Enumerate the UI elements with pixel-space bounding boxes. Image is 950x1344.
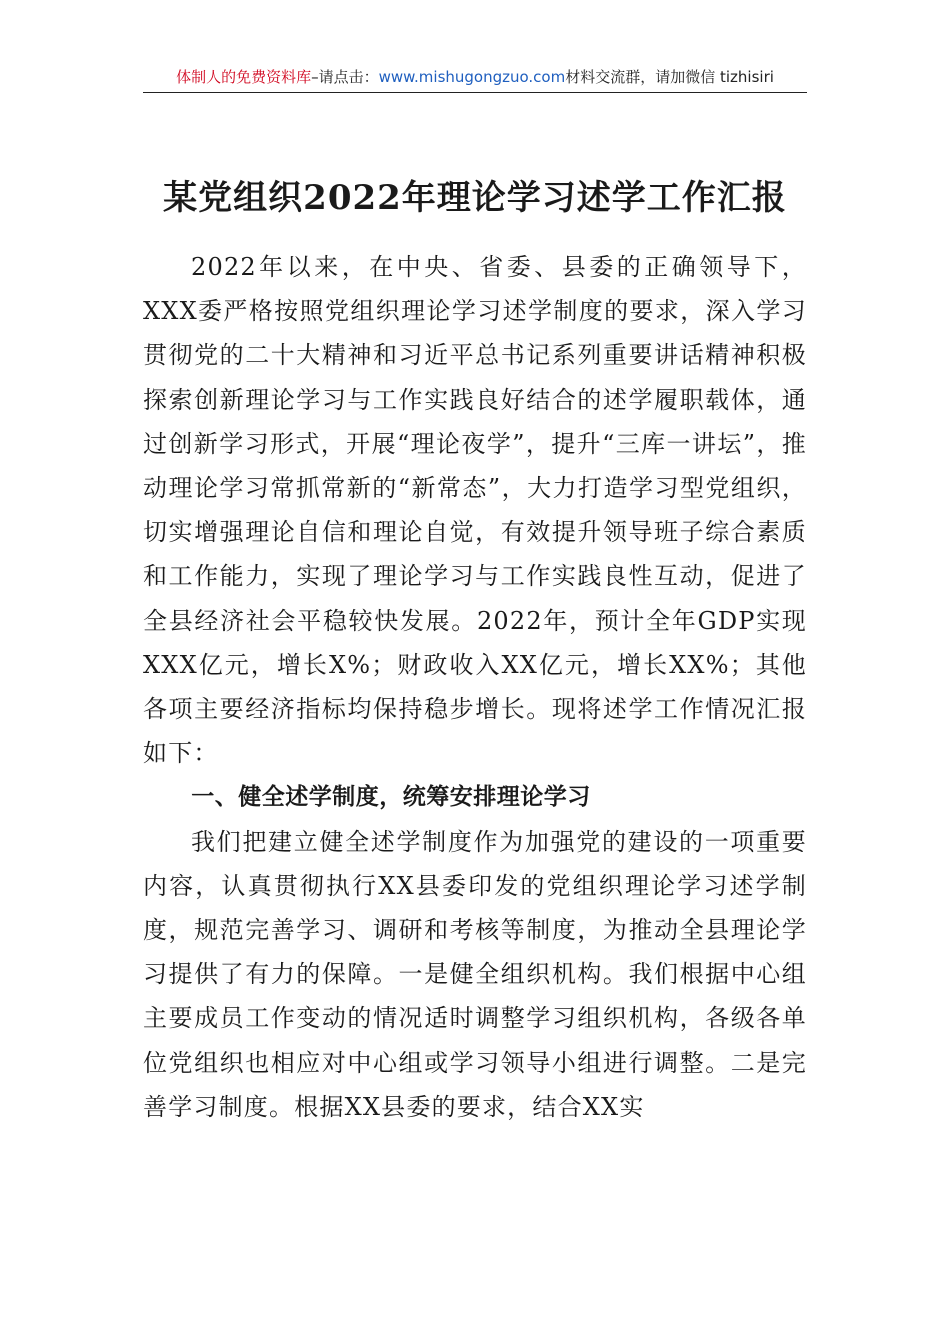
header-link[interactable]: www.mishugongzuo.com xyxy=(378,68,566,86)
header-prompt: –请点击： xyxy=(311,68,379,86)
paragraph-section-1: 我们把建立健全述学制度作为加强党的建设的一项重要内容，认真贯彻执行XX县委印发的党组织理论学习述学制度，规范完善学习、调研和考核等制度，为推动全县理论学习提供了有力的保障。一是健全组织机构。我们根据中心组主要成员工作变动的情况适时调整学习组织机构，各级各单位党组织也相应对中心组或学习领导小组进行调整。二是完善学习制度。根据XX县委的要求，结合XX实 xyxy=(143,827,807,1121)
header-brand: 体制人的免费资料库 xyxy=(176,68,312,86)
page-header xyxy=(143,64,807,93)
paragraph-intro: 2022年以来，在中央、省委、县委的正确领导下，XXX委严格按照党组织理论学习述学制度的要求，深入学习贯彻党的二十大精神和习近平总书记系列重要讲话精神积极探索创新理论学习与工作实践良好结合的述学履职载体，通过创新学习形式，开展“理论夜学”，提升“三库一讲坛”，推动理论学习常抓常新的“新常态”，大力打造学习型党组织，切实增强理论自信和理论自觉，有效提升领导班子综合素质和工作能力，实现了理论学习与工作实践良性互动，促进了全县经济社会平稳较快发展。2022年，预计全年GDP实现XXX亿元，增长X%；财政收入XX亿元，增长XX%；其他各项主要经济指标均保持稳步增长。现将述学工作情况汇报如下： xyxy=(143,253,807,768)
header-tail: 材料交流群，请加微信 tizhisiri xyxy=(565,68,774,86)
document-title: 某党组织2022年理论学习述学工作汇报 xyxy=(163,178,787,218)
section-heading-1: 一、健全述学制度，统筹安排理论学习 xyxy=(191,784,591,811)
document-body xyxy=(143,245,807,1129)
